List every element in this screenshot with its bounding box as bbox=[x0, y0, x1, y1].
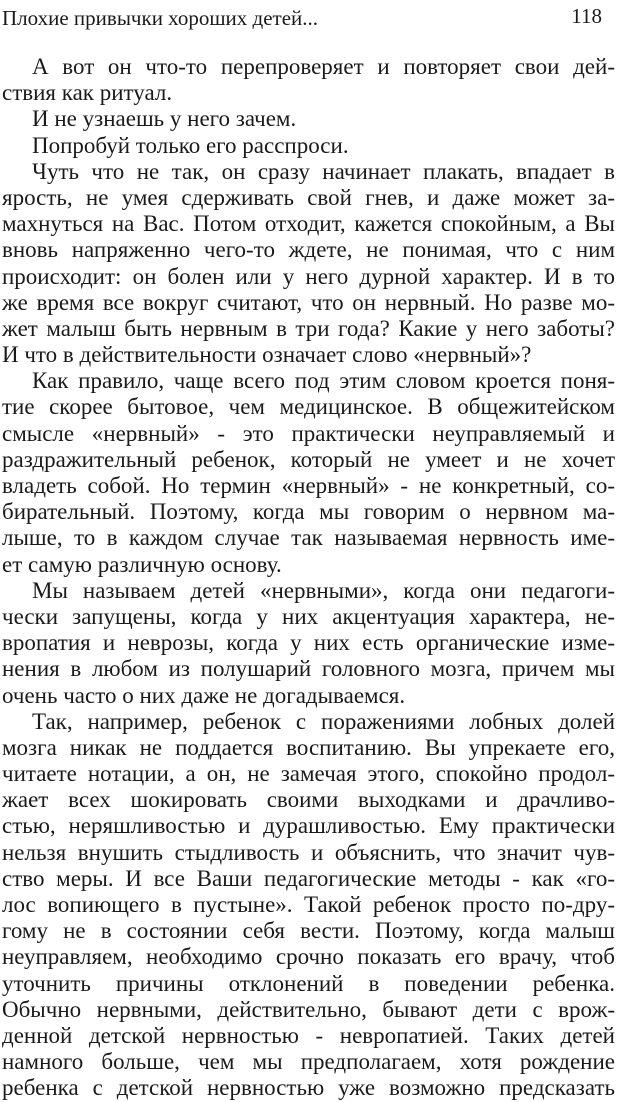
text-line: И что в действительности означает слово «нервный»? bbox=[2, 342, 532, 368]
text-line: жает всех шокировать своими выходками и драчливо- bbox=[2, 787, 615, 813]
text-line: ство меры. И все Ваши педагогические методы - как «го- bbox=[2, 865, 615, 891]
text-line: чески запущены, когда у них акцентуация характера, не- bbox=[2, 603, 615, 629]
text-line: Мы называем детей «нервными», когда они педагоги- bbox=[32, 577, 615, 603]
text-line: ярость, не умея сдерживать свой гнев, и даже может за- bbox=[2, 184, 615, 210]
text-line: смысле «нервный» - это практически неуправляемый и bbox=[2, 420, 615, 446]
text-line: Попробуй только его расспроси. bbox=[32, 132, 349, 158]
text-line: вновь напряженно чего-то ждете, не понимая, что с ним bbox=[2, 237, 615, 263]
text-line: вропатия и неврозы, когда у них есть органические изме- bbox=[2, 630, 615, 656]
text-line: тие скорее бытовое, чем медицинское. В общежитейском bbox=[2, 394, 615, 420]
text-line: происходит: он болен или у него дурной характер. И в то bbox=[2, 263, 615, 289]
text-line: же время все вокруг считают, что он нервный. Но разве мо- bbox=[2, 289, 615, 315]
text-line: лос вопиющего в пустыне». Такой ребенок просто по-дру- bbox=[2, 892, 615, 917]
body-text bbox=[2, 54, 615, 1102]
text-line: бирательный. Поэтому, когда мы говорим о нервном ма- bbox=[2, 499, 615, 525]
text-line: Обычно нервными, действительно, бывают дети с врож- bbox=[2, 996, 615, 1022]
text-line: неуправляем, необходимо срочно показать его врачу, чтоб bbox=[2, 944, 615, 970]
text-line: намного больше, чем мы предполагаем, хотя рождение bbox=[2, 1049, 615, 1075]
text-line: денной детской нервностью - невропатией. Таких детей bbox=[2, 1022, 615, 1048]
text-line: ребенка с детской нервностью уже возможно предсказать bbox=[2, 1075, 615, 1101]
text-line: А вот он что-то перепроверяет и повторяет свои дей- bbox=[32, 54, 615, 79]
text-line: гому не в состоянии себя вести. Поэтому, когда малыш bbox=[2, 918, 615, 944]
text-line: ет самую различную основу. bbox=[2, 551, 282, 577]
text-line: Как правило, чаще всего под этим словом кроется поня- bbox=[32, 368, 615, 394]
page-number: 118 bbox=[571, 4, 602, 28]
text-line: раздражительный ребенок, который не умеет и не хочет bbox=[2, 446, 615, 472]
text-line: Так, например, ребенок с поражениями лобных долей bbox=[32, 708, 615, 734]
text-line: стью, неряшливостью и дурашливостью. Ему практически bbox=[2, 813, 615, 839]
text-line: уточнить причины отклонений в поведении ребенка. bbox=[2, 970, 615, 996]
text-line: нения в любом из полушарий головного мозга, причем мы bbox=[2, 656, 615, 682]
text-line: жет малыш быть нервным в три года? Какие у него заботы? bbox=[2, 315, 615, 341]
text-line: Чуть что не так, он сразу начинает плакать, впадает в bbox=[32, 158, 615, 184]
text-line: махнуться на Вас. Потом отходит, кажется спокойным, а Вы bbox=[2, 211, 615, 237]
text-line: владеть собой. Но термин «нервный» - не конкретный, со- bbox=[2, 473, 615, 498]
text-line: очень часто о них даже не догадываемся. bbox=[2, 682, 406, 708]
text-line: мозга никак не поддается воспитанию. Вы упрекаете его, bbox=[2, 734, 615, 760]
text-line: лыше, то в каждом случае так называемая нервность име- bbox=[2, 525, 615, 551]
text-line: ствия как ритуал. bbox=[2, 80, 173, 106]
running-title: Плохие привычки хороших детей... bbox=[2, 6, 319, 30]
text-line: И не узнаешь у него зачем. bbox=[32, 106, 297, 132]
text-line: читаете нотации, а он, не замечая этого, спокойно продол- bbox=[2, 761, 615, 787]
text-line: нельзя внушить стыдливость и объяснить, что значит чув- bbox=[2, 839, 615, 865]
